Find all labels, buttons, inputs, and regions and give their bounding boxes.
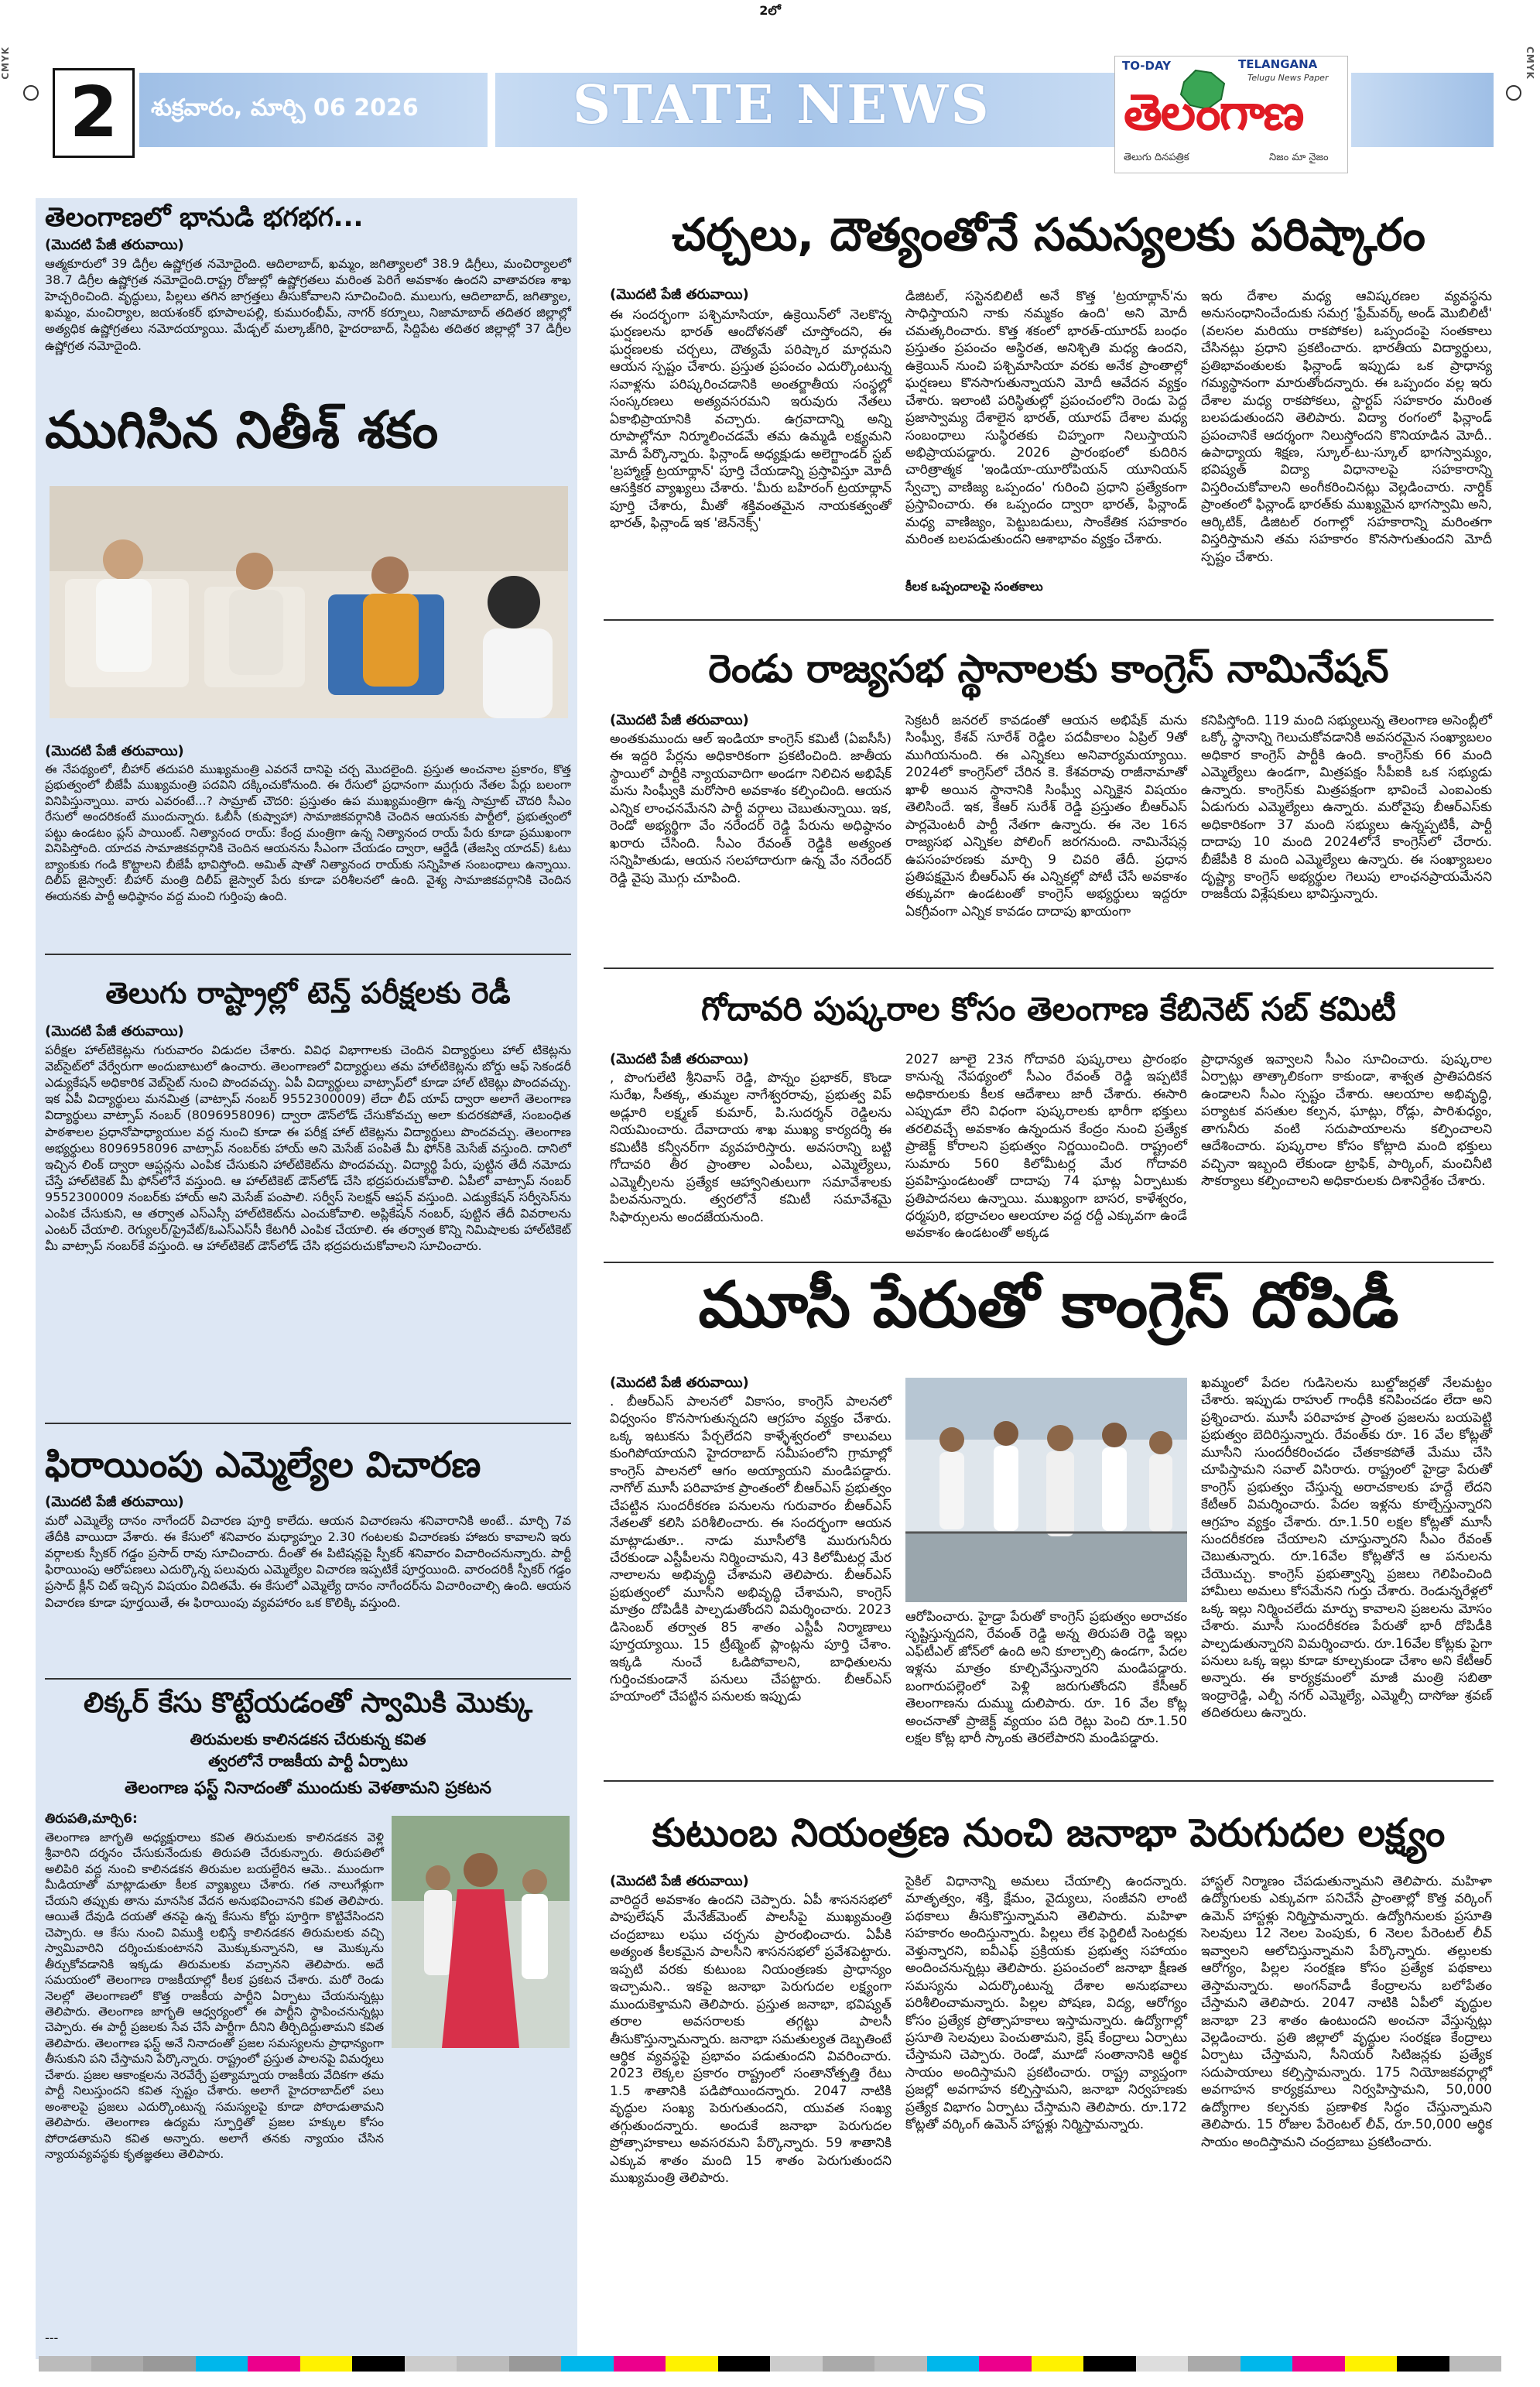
article-kavitha-headline: లిక్కర్ కేసు కొట్టేయడంతో స్వామికి మొక్కు [84, 1687, 532, 1719]
article-musi-headline: మూసీ పేరుతో కాంగ్రెస్ దోపిడీ [698, 1269, 1399, 1342]
header-right-strip [1351, 73, 1494, 147]
article-rajya-sabha-col3: కనిపిస్తోంది. 119 మంది సభ్యులున్న తెలంగాణ అసెంబ్లీలో ఒక్కో స్థానాన్ని గెలుచుకోవడానికి అవసరమైన సంఖ్యాబలం అధికార కాంగ్రెస్ పార్టీకి ఉంది. కాంగ్రెస్‌కు 66 మంది ఎమ్మెల్యేలు ఉండగా, మిత్రపక్షం సీపీఐకి ఒక సభ్యుడు ఉన్నారు. కాంగ్రెస్‌కు మిత్రపక్షంగా భావించే ఎంఐఎంకు ఏడుగురు ఎమ్మెల్యేలు ఉన్నారు. మరోవైపు బీఆర్ఎస్‌కు అధికారికంగా 37 మంది సభ్యులు ఉన్నప్పటికీ, పార్టీ దాదాపు 10 మంది 2024లోనే కాంగ్రెస్‌లో చేరారు. బీజేపీకి 8 మంది ఎమ్మెల్యేలు ఉన్నారు. ఈ సంఖ్యాబలం దృష్ట్యా కాంగ్రెస్ అభ్యర్థుల గెలుపు లాంఛనప్రాయమేనని రాజకీయ విశ్లేషకులు భావిస్తున్నారు. [1201, 713, 1492, 902]
page-folio: 2లో [759, 3, 781, 18]
page-number: 2 [53, 68, 135, 158]
article-tenth-exams-byline: (మొదటి పేజీ తరువాయి) [45, 1023, 184, 1039]
masthead-logo: తెలంగాణ [1124, 84, 1303, 142]
masthead-subtitle: Telugu News Paper [1247, 73, 1329, 83]
article-population-byline: (మొదటి పేజీ తరువాయి) [610, 1873, 749, 1889]
nitish-meeting-photo [50, 486, 568, 718]
registration-mark-icon [23, 85, 39, 101]
article-diplomacy-headline: చర్చలు, దౌత్యంతోనే సమస్యలకు పరిష్కారం [672, 208, 1425, 261]
article-diplomacy-col2-subhead: కీలక ఒప్పందాలపై సంతకాలు [905, 579, 1043, 594]
article-diplomacy-col2: డిజిటల్, సస్టెనబిలిటీ అనే కొత్త 'ట్రయాథ్లాన్'ను సాధిస్తాయని నాకు నమ్మకం ఉంది' అని మోదీ చమత్కరించారు. కొత్త శకంలో భారత్-యూరప్ బంధం ప్రస్తుతం ప్రపంచం అస్థిరత, అనిశ్చితి మధ్య ఉందని, ఉక్రెయిన్ నుంచి పశ్చిమాసియా వరకు అనేక ప్రాంతాల్లో ఘర్షణలు కొనసాగుతున్నాయని మోదీ ఆవేదన వ్యక్తం చేశారు. ఇలాంటి పరిస్థితుల్లో ప్రపంచంలోని రెండు పెద్ద ప్రజాస్వామ్య దేశాలైన భారత్, యూరప్ దేశాల మధ్య సంబంధాలు సుస్థిరతకు చిహ్నంగా నిలుస్తాయని అభిప్రాయపడ్డారు. 2026 ప్రారంభంలో కుదిరిన చారిత్రాత్మక 'ఇండియా-యూరోపియన్ యూనియన్ స్వేచ్ఛా వాణిజ్య ఒప్పందం' గురించి ప్రధాని ప్రత్యేకంగా ప్రస్తావించారు. ఈ ఒప్పందం ద్వారా భారత్, ఫిన్లాండ్ మధ్య వాణిజ్యం, పెట్టుబడులు, సాంకేతిక సహకారం మరింత బలపడుతుందని ఆశాభావం వ్యక్తం చేశారు. [905, 289, 1187, 548]
article-population-col3: హాస్టల్ నిర్మాణం చేపడుతున్నామని తెలిపారు. మహిళా ఉద్యోగులకు ఎక్కువగా పనిచేసే ప్రాంతాల్లో కొత్త వర్కింగ్ ఉమెన్ హాస్టళ్లు నిర్మిస్తామన్నారు. ఉద్యోగినులకు ప్రసూతి సెలవులు 12 నెలల పెంపుకు, 6 నెలల పేరెంటల్ లీవ్ ఇవ్వాలని ఆలోచిస్తున్నామని పేర్కొన్నారు. తల్లులకు ఆరోగ్యం, పిల్లల సంరక్షణ కోసం ప్రత్యేక పథకాలు తెస్తామన్నారు. అంగన్‌వాడీ కేంద్రాలను బలోపేతం చేస్తామని తెలిపారు. 2047 నాటికి ఏపీలో వృద్ధుల జనాభా 23 శాతం ఉంటుందని అంచనా వేస్తున్నట్లు వెల్లడించారు. ప్రతి జిల్లాలో వృద్ధుల సంరక్షణ కేంద్రాలు ఏర్పాటు చేస్తామని, సీనియర్ సిటిజన్లకు ప్రత్యేక సదుపాయాలు కల్పిస్తామన్నారు. 175 నియోజకవర్గాల్లో అవగాహన కార్యక్రమాలు నిర్వహిస్తామని, 50,000 ఉద్యోగాల కల్పనకు ప్రణాళిక సిద్ధం చేస్తున్నామని తెలిపారు. 15 రోజుల పేరెంటల్ లీవ్, రూ.50,000 ఆర్థిక సాయం అందిస్తామని చంద్రబాబు ప్రకటించారు. [1201, 1874, 1492, 2150]
article-tenth-exams-headline: తెలుగు రాష్ట్రాల్లో టెన్త్ పరీక్షలకు రెడీ [105, 976, 511, 1010]
divider [45, 954, 571, 955]
article-nitish-byline: (మొదటి పేజీ తరువాయి) [45, 743, 184, 759]
masthead-tagline-right: నిజం మా నైజం [1269, 152, 1329, 163]
article-kavitha-dateline: తిరుపతి,మార్చి6: [45, 1811, 138, 1827]
masthead-telangana: TELANGANA [1238, 57, 1318, 71]
divider [604, 1780, 1494, 1782]
divider [604, 619, 1494, 621]
article-kavitha-body-top: తెలంగాణ జాగృతి అధ్యక్షురాలు కవిత తిరుమలకు కాలినడకన వెళ్లి శ్రీవారిని దర్శనం చేసుకునేందుకు తిరుపతి చేరుకున్నారు. తిరుపతిలో అలిపిరి వద్ద నుంచి కాలినడకన తిరుమల బయల్దేరిన ఆమె.. ముందుగా మీడియాతో మాట్లాడుతూ కీలక వ్యాఖ్యలు చేశారు. గత నాలుగేళ్లుగా చేయని తప్పుకు తాను మానసిక వేదన అనుభవించానని కవిత తెలిపారు. ఆయితే దేవుడి దయతో తనపై ఉన్న కేసును కోర్టు పూర్తిగా కొట్టివేసిందని చెప్పారు. ఆ కేసు నుంచి విముక్తి లభిస్తే కాలినడకన తిరుమలకు వచ్చి స్వామివారిని దర్శించుకుంటానని మొక్కుకున్నానని, ఆ మొక్కును తీర్చుకోవడానికి ఇక్కడు తిరుమలకు వచ్చానని తెలిపారు. అదే సమయంలో తెలంగాణ రాజకీయాల్లో కీలక ప్రకటన చేశారు. మరో రెండు నెలల్లో తెలంగాణలో కొత్త రాజకీయ పార్టీని ఏర్పాటు చేయనున్నట్లు తెలిపారు. తెలంగాణ జాగృతి ఆధ్వర్యంలో ఈ పార్టీని స్థాపించనున్నట్లు చెప్పారు. ఈ పార్టీ ప్రజలకు సేవ చేసే పార్టీగా దీనిని తీర్చిదిద్దుతామని కవిత తెలిపారు. తెలంగాణ ఫస్ట్ అనే నినాదంతో ప్రజల సమస్యలను ప్రాధాన్యంగా తీసుకుని పని చేస్తామని పేర్కొన్నారు. రాష్ట్రంలో ప్రస్తుత పాలనపై విమర్శలు చేశారు. ప్రజల ఆకాంక్షలను నెరవేర్చే ప్రత్యామ్నాయ రాజకీయ వేదికగా తమ పార్టీ నిలుస్తుందని కవిత స్పష్టం చేశారు. అలాగే హైదరాబాద్‌లో పలు అంశాలపై ప్రజలు ఎదుర్కొంటున్న సమస్యలపై కూడా పోరాడుతామని తెలిపారు. తెలంగాణ ఉద్యమ స్ఫూర్తితో ప్రజల హక్కుల కోసం పోరాడతామని కవిత అన్నారు. అలాగే తనకు న్యాయం చేసిన న్యాయవ్యవస్థకు కృతజ్ఞతలు తెలిపారు. [45, 1830, 384, 2162]
article-defection-byline: (మొదటి పేజీ తరువాయి) [45, 1494, 184, 1510]
article-diplomacy-col3: ఇరు దేశాల మధ్య ఆవిష్కరణల వ్యవస్థను అనుసంధానించేందుకు సమగ్ర 'ఫ్రేమ్‌వర్క్ అండ్ మొబిలిటీ' (వలసల మరియు రాకపోకల) ఒప్పందంపై సంతకాలు చేసినట్లు ప్రధాని ప్రకటించారు. భారతీయ విద్యార్థులు, ప్రతిభావంతులకు ఫిన్లాండ్ ఇప్పుడు ఒక ప్రాధాన్య గమ్యస్థానంగా మారుతోందన్నారు. ఈ ఒప్పందం వల్ల ఇరు దేశాల మధ్య రాకపోకలు, స్టార్టప్ సహకారం మరింత బలపడుతుందని తెలిపారు. విద్యా రంగంలో ఫిన్లాండ్ ప్రపంచానికే ఆదర్శంగా నిలుస్తోందని కొనియాడిన మోదీ.. ఉపాధ్యాయ శిక్షణ, స్కూల్-టు-స్కూల్ భాగస్వామ్యం, భవిష్యత్ విద్యా విధానాలపై సహకారాన్ని విస్తరించుకోవాలని అంగీకరించినట్లు వెల్లడించారు. నార్డిక్ ప్రాంతంలో ఫిన్లాండ్ భారత్‌కు ముఖ్యమైన భాగస్వామి అని, ఆర్కిటిక్, డిజిటల్ రంగాల్లో సహకారాన్ని మరింతగా విస్తరిస్తామని తమ సహకారం కొనసాగుతుందని మోదీ స్పష్టం చేశారు. [1201, 289, 1492, 565]
article-musi-byline: (మొదటి పేజీ తరువాయి) [610, 1375, 749, 1391]
cmyk-mark-right: CMYK [1525, 46, 1535, 80]
registration-mark-icon [1506, 85, 1521, 101]
article-kavitha-sub1: తిరుమలకు కాలినడకన చేరుకున్న కవిత [190, 1730, 426, 1748]
article-defection-headline: ఫిరాయింపు ఎమ్మెల్యేల విచారణ [45, 1444, 481, 1485]
section-title: STATE NEWS [573, 74, 991, 136]
article-defection-body: మరో ఎమ్మెల్యే దానం నాగేందర్ విచారణ పూర్తి కాలేదు. ఆయన విచారణను శనివారానికి అంటే.. మార్చి 7వ తేదీకి వాయిదా వేశారు. ఈ కేసులో శనివారం మధ్యాహ్నం 2.30 గంటలకు విచారణకు హాజరు కావాలని ఇరు వర్గాలకు స్పీకర్ గడ్డం ప్రసాద్ రావు సూచించారు. దీంతో ఈ పిటిషన్లపై స్పీకర్ శనివారం విచారించనున్నారు. పార్టీ ఫిరాయింపు ఆరోపణలు ఎదుర్కొన్న పలువురు ఎమ్మెల్యేల విచారణ ఇప్పటికే పూర్తయింది. వారందరికీ స్పీకర్ గడ్డం ప్రసాద్ క్లీన్ చిట్ ఇచ్చిన విషయం విదితమే. ఈ కేసులో ఎమ్మెల్యే దానం నాగేందర్‌ను విచారించాల్సి ఉంది. ఆయన విచారణ కూడా పూర్తయితే, ఈ ఫిరాయింపు వ్యవహారం ఒక కొలిక్కి వస్తుంది. [45, 1513, 571, 1610]
kavitha-photo [392, 1816, 570, 2048]
article-pushkaralu-byline: (మొదటి పేజీ తరువాయి) [610, 1051, 749, 1067]
article-rajya-sabha-col1: అంతకుముందు ఆల్ ఇండియా కాంగ్రెస్ కమిటీ (ఏఐసీసీ) ఈ ఇద్దరి పేర్లను అధికారికంగా ప్రకటించింది. జాతీయ స్థాయిలో పార్టీకి న్యాయవాదిగా అండగా నిలిచిన అభిషేక్ మను సింఘ్వీకి మరోసారి అవకాశం కల్పించింది. ఆయన ఎన్నిక లాంఛనమేనని పార్టీ వర్గాలు చెబుతున్నాయి. ఇక, రెండో అభ్యర్థిగా వేం నరేందర్ రెడ్డి పేరును అధిష్ఠానం ఖరారు చేసింది. సీఎం రేవంత్ రెడ్డికి అత్యంత సన్నిహితుడు, ఆయన సలహాదారుగా ఉన్న వేం నరేందర్ రెడ్డి వైపు మొగ్గు చూపింది. [610, 731, 891, 886]
article-heatwave-body: ఆత్మకూరులో 39 డిగ్రీల ఉష్ణోగ్రత నమోదైంది. ఆదిలాబాద్, ఖమ్మం, జగిత్యాలలో 38.9 డిగ్రీలు, మంచిర్యాలలో 38.7 డిగ్రీల ఉష్ణోగ్రత నమోదైంది.రాష్ట్ర రోజుల్లో ఉష్ణోగ్రతలు మరింత పెరిగే అవకాశం ఉందని వాతావరణ శాఖ హెచ్చరించింది. వృద్ధులు, పిల్లలు తగిన జాగ్రత్తలు తీసుకోవాలని సూచించింది. ములుగు, ఆదిలాబాద్, జగిత్యాల, ఖమ్మం, మంచిర్యాల, జయశంకర్ భూపాలపల్లి, కుమురంభీమ్, నాగర్ కర్నూలు, నిజామాబాద్ తదితర జిల్లాల్లో అత్యధిక ఉష్ణోగ్రతలు నమోదయ్యాయి. మేడ్చల్ మల్కాజ్‌గిరి, హైదరాబాద్, సిద్దిపేట తదితర జిల్లాల్లో 37 డిగ్రీల ఉష్ణోగ్రత నమోదైంది. [45, 256, 571, 353]
article-diplomacy-byline: (మొదటి పేజీ తరువాయి) [610, 286, 749, 303]
article-pushkaralu-headline: గోదావరి పుష్కరాల కోసం తెలంగాణ కేబినెట్ సబ్ కమిటీ [701, 990, 1396, 1028]
article-kavitha-sub3: తెలంగాణ ఫస్ట్ నినాదంతో ముందుకు వెళతామని ప్రకటన [125, 1779, 491, 1798]
article-musi-col1: . బీఆర్ఎస్ పాలనలో వికాసం, కాంగ్రెస్ పాలనలో విధ్వంసం కొనసాగుతున్నదని ఆగ్రహం వ్యక్తం చేశారు. ఒక్క ఇటుకను పేర్చలేదని కాళ్ళేశ్వరంలో కాలువలు కుంగిపోయాయని హైదరాబాద్ సమీపంలోని గ్రామాల్లో కాంగ్రెస్ పాలనలో ఆగం అయ్యాయని మండిపడ్డారు. నాగోల్ మూసీ పరివాహక ప్రాంతంలో బీఆర్ఎస్ ప్రభుత్వం చేపట్టిన సుందరీకరణ పనులను గురువారం బీఆర్ఎస్ నేతలతో కలిసి పరిశీలించారు. ఈ సందర్భంగా ఆయన మాట్లాడుతూ.. నాడు మూసీలోకి మురుగునీరు చేరకుండా ఎస్టీపీలను నిర్మించామని, 43 కిలోమీటర్ల మేర నాలాలను అభివృద్ధి చేశామని తెలిపారు. బీఆర్ఎస్ ప్రభుత్వంలో మూసీని అభివృద్ధి చేశామని, కాంగ్రెస్ మాత్రం దోపిడీకి పాల్పడుతోందని విమర్శించారు. 2023 డిసెంబర్ తర్వాత 85 శాతం ఎస్టీపీ నిర్మాణాలు పూర్తయ్యాయి. 15 ట్రీట్మెంట్ ప్లాంట్లను పూర్తి చేశాం. ఇక్కడి నుంచే ఓడిపోవాలని, బాధితులను గుర్తించకుండానే పనులు చేపట్టారు. బీఆర్ఎస్ హయాంలో చేపట్టిన పనులకు ఇప్పుడు [610, 1394, 891, 1705]
masthead-today: TO-DAY [1122, 59, 1171, 73]
article-rajya-sabha-headline: రెండు రాజ్యసభ స్థానాలకు కాంగ్రెస్ నామినేషన్ [708, 646, 1389, 691]
masthead-tagline-left: తెలుగు దినపత్రిక [1124, 152, 1189, 163]
article-nitish-headline: ముగిసిన నితీశ్ శకం [45, 400, 439, 460]
article-heatwave-byline: (మొదటి పేజీ తరువాయి) [45, 237, 184, 253]
divider [45, 1423, 571, 1424]
article-nitish-body: ఈ నేపథ్యంలో, బీహార్ తదుపరి ముఖ్యమంత్రి ఎవరనే దానిపై చర్చ మొదలైంది. ప్రస్తుత అంచనాల ప్రకారం, కొత్త ప్రభుత్వంలో బీజేపీ ముఖ్యమంత్రి పదవిని దక్కించుకోనుంది. ఈ రేసులో ప్రధానంగా ముగ్గురు నేతల పేర్లు బలంగా వినిపిస్తున్నాయి. వారు ఎవరంటే...? సామ్రాట్ చౌదరి: ప్రస్తుతం ఉప ముఖ్యమంత్రిగా ఉన్న సామ్రాట్ చౌదరి సీఎం రేసులో అందరికంటే ముందున్నారు. ఓబీసీ (కుష్వాహా) సామాజికవర్గానికి చెందిన ఆయనకు పార్టీలో, ప్రభుత్వంలో పట్టు ఉండటం ప్లస్ పాయింట్. నిత్యానంద రాయ్: కేంద్ర మంత్రిగా ఉన్న నిత్యానంద రాయ్ పేరు కూడా ప్రముఖంగా వినిపిస్తోంది. యాదవ సామాజికవర్గానికి చెందిన ఆయనను సీఎంగా చేయడం ద్వారా, ఆర్జేడీ (తేజస్వి యాదవ్) ఓటు బ్యాంకుకు గండి కొట్టాలని బీజేపీ భావిస్తోంది. అమిత్ షాతో నిత్యానంద రాయ్‌కు సన్నిహిత సంబంధాలు ఉన్నాయి. దిలీప్ జైస్వాల్: బీహార్ మంత్రి దిలీప్ జైస్వాల్ పేరు కూడా పరిశీలనలో ఉంది. వైశ్య సామాజికవర్గానికి చెందిన ఈయనకు పార్టీ అధిష్ఠానం వద్ద మంచి గుర్తింపు ఉంది. [45, 762, 571, 903]
cmyk-mark-left: CMYK [0, 46, 11, 80]
article-pushkaralu-col3: ప్రాధాన్యత ఇవ్వాలని సీఎం సూచించారు. పుష్కరాల ఏర్పాట్లు తాత్కాలికంగా కాకుండా, శాశ్వత ప్రాతిపదికన ఉండాలని సీఎం స్పష్టం చేశారు. ఆలయాల అభివృద్ధి, పర్యాటక వసతుల కల్పన, ఘాట్లు, రోడ్లు, పారిశుధ్యం, తాగునీరు వంటి సదుపాయాలను కల్పించాలని ఆదేశించారు. పుష్కరాల కోసం కోట్లాది మంది భక్తులు వచ్చినా ఇబ్బంది లేకుండా ట్రాఫిక్, పార్కింగ్, మంచినీటి సౌకర్యాలు కల్పించాలని అధికారులకు దిశానిర్దేశం చేశారు. [1201, 1052, 1492, 1190]
article-population-headline: కుటుంబ నియంత్రణ నుంచి జనాభా పెరుగుదల లక్ష్యం [652, 1810, 1446, 1855]
article-population-col1: వారిద్దరే అవకాశం ఉందని చెప్పారు. ఏపీ శాసనసభలో పాపులేషన్ మేనేజ్‌మెంట్ పాలసీపై ముఖ్యమంత్రి చంద్రబాబు లఘు చర్చను ప్రారంభించారు. ఏపీకి అత్యంత కీలకమైన పాలసీని శాసనసభలో ప్రవేశపెట్టారు. ఇప్పటి వరకు కుటుంబ నియంత్రణకు ప్రాధాన్యం ఇచ్చామని.. ఇకపై జనాభా పెరుగుదల లక్ష్యంగా ముందుకెళ్తామని తెలిపారు. ప్రస్తుత జనాభా, భవిష్యత్ తరాల అవసరాలకు తగ్గట్టు పాలసీ తీసుకొస్తున్నామన్నారు. జనాభా సమతుల్యత దెబ్బతింటే ఆర్థిక వ్యవస్థపై ప్రభావం పడుతుందని వివరించారు. 2023 లెక్కల ప్రకారం రాష్ట్రంలో సంతానోత్పత్తి రేటు 1.5 శాతానికి పడిపోయిందన్నారు. 2047 నాటికి వృద్ధుల సంఖ్య పెరుగుతుందని, యువత సంఖ్య తగ్గుతుందన్నారు. అందుకే జనాభా పెరుగుదల ప్రోత్సాహకాలు అవసరమని పేర్కొన్నారు. 59 శాతానికి ఎక్కువ శాతం మంది 15 శాతం పెరుగుతుందని ముఖ్యమంత్రి తెలిపారు. [610, 1892, 891, 2186]
divider [45, 1678, 571, 1680]
article-diplomacy-col1: ఈ సందర్భంగా పశ్చిమాసియా, ఉక్రెయిన్‌లో నెలకొన్న ఘర్షణలను భారత్ ఆందోళనతో చూస్తోందని, ఈ ఘర్షణలకు చర్చలు, దౌత్యమే పరిష్కార మార్గమని ఆయన స్పష్టం చేశారు. ప్రస్తుత ప్రపంచం ఎదుర్కొంటున్న సవాళ్లను పరిష్కరించడానికి అంతర్జాతీయ సంస్థల్లో సంస్కరణలు అత్యవసరమని ఇరువురు నేతలు ఏకాభిప్రాయానికి వచ్చారు. ఉగ్రవాదాన్ని అన్ని రూపాల్లోనూ నిర్మూలించడమే తమ ఉమ్మడి లక్ష్యమని మోదీ పేర్కొన్నారు. ఫిన్లాండ్ అధ్యక్షుడు అలెగ్జాండర్ స్టబ్ 'బ్రహ్మాణ్డ్ ట్రయాథ్లాన్' పూర్తి చేయడాన్ని ప్రస్తావిస్తూ మోదీ ఆసక్తికర వ్యాఖ్యలు చేశారు. 'మీరు బహిరంగ్ ట్రయాథ్లాన్ పూర్తి చేశారు, మీతో శక్తివంతమైన నాయకత్వంతో భారత్, ఫిన్లాండ్ ఇక 'జెన్‌నెక్స్' [610, 307, 891, 532]
print-color-bar [39, 2356, 1501, 2372]
article-tenth-exams-body: పరీక్షల హాల్‌టికెట్లను గురువారం విడుదల చేశారు. వివిధ విభాగాలకు చెందిన విద్యార్థులు హాల్ టికెట్లను వెబ్‌సైట్‌లో వేర్వేరుగా అందుబాటులో ఉంచారు. తెలంగాణలో విద్యార్థులు తమ హాల్‌టికెట్లను బోర్డు ఆఫ్ సెకండరీ ఎడ్యుకేషన్ అధికారిక వెబ్‌సైట్ నుంచి పొందవచ్చు. ఏపీ విద్యార్థులు వాట్సాప్‌లో కూడా హాల్ టికెట్లు పొందవచ్చు. ఇక ఏపీ విద్యార్థులు మనమిత్ర (వాట్సాప్ నంబర్ 9552300009) లేదా లీప్ యాప్ ద్వారా అలాగే తెలంగాణ విద్యార్థులు వాట్సాప్ నంబర్ (8096958096) ద్వారా డౌన్‌లోడ్ చేసుకోవచ్చు అలా కుదరకపోతే, సంబంధిత పాఠశాలల ప్రధానోపాధ్యాయుల వద్ద నుంచి కూడా ఈ పరీక్ష హాల్ టికెట్లను విద్యార్థులు పొందవచ్చు. తెలంగాణ అభ్యర్థులు 8096958096 వాట్సాప్ నంబర్‌కు హాయ్ అని మెసేజ్ పంపితే మీ ఫోన్‌కి మెసేజ్ వస్తుంది. దానిలో ఇచ్చిన లింక్ ద్వారా ఆప్షన్లను ఎంపిక చేసుకుని హాల్‌టికెట్‌ను పొందవచ్చు. విద్యార్థి పేరు, పుట్టిన తేదీ నమోదు చేస్తే హాల్‌టికెట్ మీ ఫోన్‌లోనే వస్తుంది. ఆ హాల్‌టికెట్ డౌన్‌లోడ్ చేసి భద్రపరుచుకోవాలి. ఏపీలో వాట్సాప్ నంబర్ 9552300009 నంబర్‌కు హాయ్ అని మెసేజ్ పంపాలి. సర్వీస్ సెలక్షన్ ఆప్షన్ వస్తుంది. ఎడ్యుకేషన్ సర్వీసెస్‌ను ఎంపిక చేసుకుని, ఆ తర్వాత ఎస్ఎస్సీ హాల్‌టికెట్‌ను ఎంచుకోవాలి. అప్లికేషన్ నంబర్, పుట్టిన తేదీ వివరాలను ఎంటర్ చేయాలి. రెగ్యులర్/ప్రైవేట్/ఓఎస్ఎస్‌సీ కేటగిరీ ఎంపిక చేయాలి. ఈ తర్వాత కొన్ని నిమిషాలకు హాల్‌టికెట్ మీ వాట్సాప్ నంబర్‌కే వస్తుంది. ఆ హాల్‌టికెట్ డౌన్‌లోడ్ చేసి భద్రపరుచుకోవాలని సూచించారు. [45, 1043, 571, 1254]
article-kavitha-sub2: త్వరలోనే రాజకీయ పార్టీ ఏర్పాటు [208, 1752, 408, 1770]
issue-date: శుక్రవారం, మార్చి 06 2026 [151, 94, 419, 122]
divider [604, 1262, 1494, 1263]
divider [604, 967, 1494, 969]
article-musi-col3: ఖమ్మంలో పేదల గుడిసెలను బుల్డోజర్లతో నేలమట్టం చేశారు. ఇప్పుడు రాహుల్ గాంధీకి కనిపించడం లేదా అని ప్రశ్నించారు. మూసీ పరివాహక ప్రాంత ప్రజలను బయపెట్టి ప్రభుత్వం బెదిరిస్తున్నారు. రేవంత్‌కు రూ. 16 వేల కోట్లతో మూసీని సుందరీకరించడం చేతకాకపోతే మేము చేసి చూపిస్తామని సవాల్ విసిరారు. రాష్ట్రంలో హైడ్రా పేరుతో కాంగ్రెస్ ప్రభుత్వం చేస్తున్న అరాచకాలకు హద్దే లేదని కేటీఆర్ విమర్శించారు. పేదల ఇళ్లను కూల్చేస్తున్నారని ఆగ్రహం వ్యక్తం చేశారు. రూ.1.50 లక్షల కోట్లతో మూసీ సుందరీకరణ చేయాలని చూస్తున్నారని సీఎం రేవంత్ చెబుతున్నారు. రూ.16వేల కోట్లతోనే ఆ పనులను చేయొచ్చు. కాంగ్రెస్ ప్రభుత్వాన్ని ప్రజలు గెలిపించింది హామీలు అమలు కోసమేనని గుర్తు చేశారు. రెండున్నరేళ్లలో ఒక్క ఇల్లు నిర్మించలేదు మార్పు కావాలని ప్రజలను మోసం చేశారు. మూసీ సుందరీకరణ పేరుతో భారీ దోపిడీకి పాల్పడుతున్నారని విమర్శించారు. రూ.16వేల కోట్లకు పైగా పనులు ఒక్క ఇల్లు కూడా కూల్చకుండా చేశాం అని కేటీఆర్ అన్నారు. ఈ కార్యక్రమంలో మాజీ మంత్రి సబితా ఇంద్రారెడ్డి, ఎల్బీ నగర్ ఎమ్మెల్యే, ఎమ్మెల్సీ దాసోజు శ్రవణ్ తదితరులు ఉన్నారు. [1201, 1375, 1492, 1721]
article-musi-col2: ఆరోపించారు. హైడ్రా పేరుతో కాంగ్రెస్ ప్రభుత్వం అరాచకం సృష్టిస్తున్నదని, రేవంత్ రెడ్డి అన్న తిరుపతి రెడ్డి ఇల్లు ఎఫ్‌టీఎల్ జోన్‌లో ఉంది అని కూల్చాల్సి ఉండగా, పేదల ఇళ్లను మాత్రం కూల్చివేస్తున్నారని మండిపడ్డారు. బంగారుపల్లెంలో పెళ్లి జరుగుతోందని కేసీఆర్ తెలంగాణను దుమ్ము దులిపారు. రూ. 16 వేల కోట్ల అంచనాతో ప్రాజెక్ట్ వ్యయం పది రెట్లు పెంచి రూ.1.50 లక్షల కోట్ల భారీ స్కాంకు తెరలేపారని మండిపడ్డారు. [905, 1609, 1187, 1747]
article-rajya-sabha-byline: (మొదటి పేజీ తరువాయి) [610, 712, 749, 728]
article-kavitha-body-end: --- [45, 2330, 59, 2345]
musi-inspection-photo [905, 1378, 1187, 1602]
article-pushkaralu-col1: , పొంగులేటి శ్రీనివాస్ రెడ్డి, పొన్నం ప్రభాకర్, కొండా సురేఖ, సీతక్క, తుమ్మల నాగేశ్వరరావు, ప్రభుత్వ విప్ అడ్లూరి లక్ష్మణ్ కుమార్, పి.సుదర్శన్ రెడ్డిలను నియమించారు. దేవాదాయ శాఖ ముఖ్య కార్యదర్శి ఈ కమిటీకి కన్వీనర్‌గా వ్యవహరిస్తారు. అవసరాన్ని బట్టి గోదావరి తీర ప్రాంతాల ఎంపీలు, ఎమ్మెల్యేలు, ఎమ్మెల్సీలను ప్రత్యేక ఆహ్వానితులుగా సమావేశాలకు పిలవనున్నారు. త్వరలోనే కమిటీ సమావేశమై సిఫార్సులను అందజేయనుంది. [610, 1070, 891, 1225]
article-pushkaralu-col2: 2027 జూలై 23న గోదావరి పుష్కరాలు ప్రారంభం కానున్న నేపథ్యంలో సీఎం రేవంత్ రెడ్డి ఇప్పటికే అధికారులకు కీలక ఆదేశాలు జారీ చేశారు. ఈసారి ఎప్పుడూ లేని విధంగా పుష్కరాలకు భారీగా భక్తులు తరలివచ్చే అవకాశం ఉన్నందున కేంద్రం నుంచి ప్రత్యేక ప్రాజెక్ట్ కోరాలని ప్రభుత్వం నిర్ణయించింది. రాష్ట్రంలో సుమారు 560 కిలోమీటర్ల మేర గోదావరి ప్రవహిస్తుండటంతో దాదాపు 74 ఘాట్ల ఏర్పాటుకు ప్రతిపాదనలు ఉన్నాయి. ముఖ్యంగా బాసర, కాళేశ్వరం, ధర్మపురి, భద్రాచలం ఆలయాల వద్ద రద్దీ ఎక్కువగా ఉండే అవకాశం ఉండటంతో అక్కడ [905, 1052, 1187, 1241]
article-rajya-sabha-col2: సెక్రటరీ జనరల్ కావడంతో ఆయన అభిషేక్ మను సింఘ్వీ, కేశవ్ సూరేశ్ రెడ్డిల పదవీకాలం ఏప్రిల్ 9తో ముగియనుంది. ఈ ఎన్నికలు అనివార్యమయ్యాయి. 2024లో కాంగ్రెస్‌లో చేరిన కె. కేశవరావు రాజీనామాతో ఖాళీ అయిన స్థానానికి సింఘ్వీ ఎన్నికైన విషయం తెలిసిందే. ఇక, కేఆర్ సురేశ్ రెడ్డి ప్రస్తుతం బీఆర్ఎస్ పార్లమెంటరీ పార్టీ నేతగా ఉన్నారు. ఈ నెల 16న రాజ్యసభ ఎన్నికల పోలింగ్ జరగనుంది. నామినేషన్ల ఉపసంహరణకు మార్చి 9 చివరి తేదీ. ప్రధాన ప్రతిపక్షమైన బీఆర్ఎస్ ఈ ఎన్నికల్లో పోటీ చేసే అవకాశం తక్కువగా ఉండటంతో కాంగ్రెస్ అభ్యర్థులు ఇద్దరూ ఏకగ్రీవంగా ఎన్నిక కావడం దాదాపు ఖాయంగా [905, 713, 1187, 920]
article-heatwave-headline: తెలంగాణలో భానుడి భగభగ... [45, 202, 364, 233]
article-population-col2: సైకిల్ విధానాన్ని అమలు చేయాల్సి ఉందన్నారు. మాతృత్వం, శక్తి, క్షేమం, వైద్యులు, సంజీవని లాంటి పథకాలు తీసుకొస్తున్నామని తెలిపారు. మహిళా సహకారం అందిస్తున్నారు. పిల్లలు లేక ఫెర్టిలిటీ సెంటర్లకు వెళ్తున్నారని, ఐవీఎఫ్ ప్రక్రియకు ప్రభుత్వ సహాయం అందించనున్నట్లు తెలిపారు. ప్రపంచంలో జనాభా క్షీణత సమస్యను ఎదుర్కొంటున్న దేశాల అనుభవాలు పరిశీలించామన్నారు. పిల్లల పోషణ, విద్య, ఆరోగ్యం కోసం ప్రత్యేక ప్రోత్సాహకాలు ఇస్తామన్నారు. ఉద్యోగాల్లో ప్రసూతి సెలవులు పెంచుతామని, క్రెష్ కేంద్రాలు ఏర్పాటు చేస్తామని చెప్పారు. రెండో, మూడో సంతానానికి ఆర్థిక సాయం అందిస్తామని ప్రకటించారు. రాష్ట్ర వ్యాప్తంగా ప్రజల్లో అవగాహన కల్పిస్తామని, జనాభా నిర్వహణకు ప్రత్యేక విభాగం ఏర్పాటు చేస్తామని తెలిపారు. రూ.172 కోట్లతో వర్కింగ్ ఉమెన్ హాస్టళ్లు నిర్మిస్తామన్నారు. [905, 1874, 1187, 2133]
